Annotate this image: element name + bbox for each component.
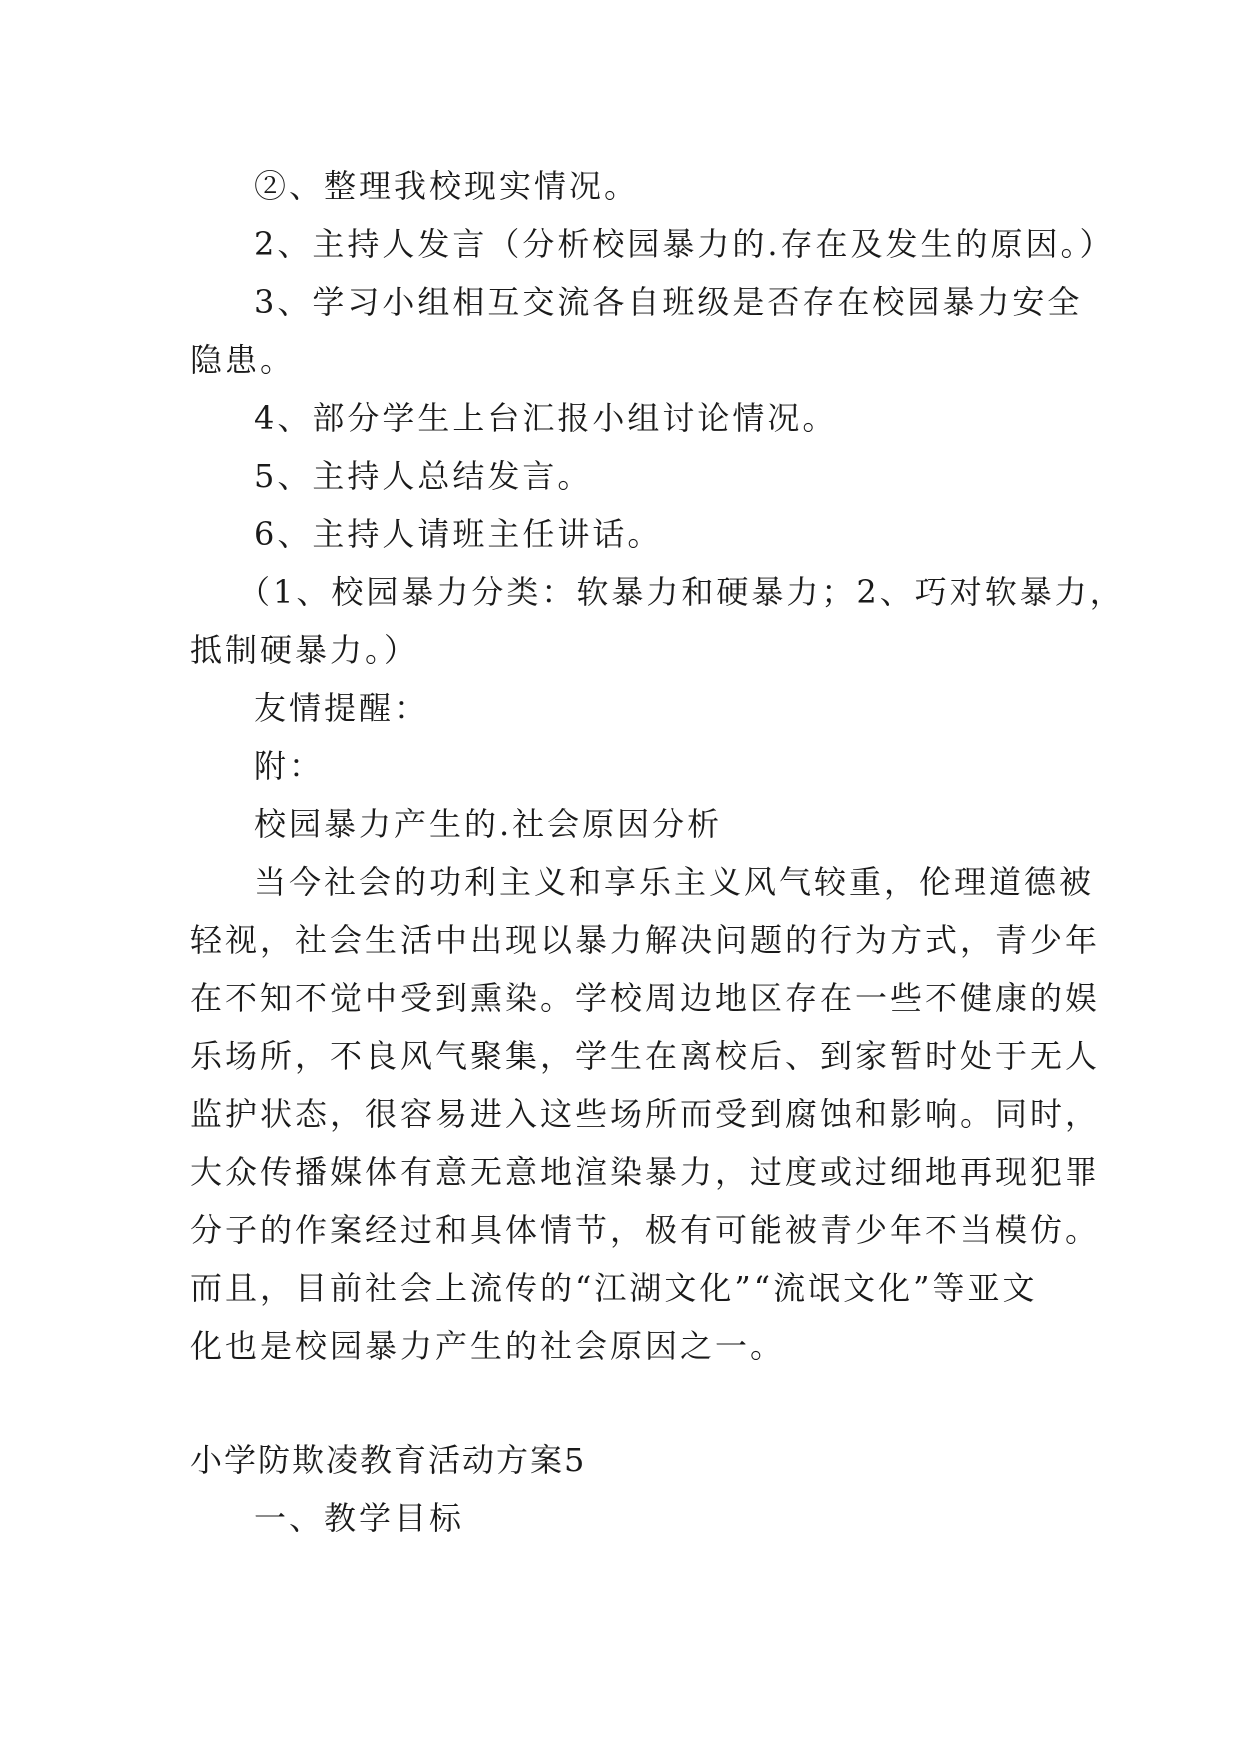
text-line: 5、主持人总结发言。 — [254, 457, 593, 495]
text-line: 附： — [254, 747, 325, 785]
section-heading: 校园暴力产生的.社会原因分析 — [254, 805, 723, 843]
text-line: 当今社会的功利主义和享乐主义风气较重，伦理道德被 — [254, 863, 1095, 901]
text-line: 分子的作案经过和具体情节，极有可能被青少年不当模仿。 — [190, 1211, 1101, 1249]
text-line: ②、整理我校现实情况。 — [254, 167, 640, 205]
text-line: 乐场所，不良风气聚集，学生在离校后、到家暂时处于无人 — [190, 1037, 1101, 1075]
text-line: 6、主持人请班主任讲话。 — [254, 515, 663, 553]
text-line: 2、主持人发言（分析校园暴力的.存在及发生的原因。） — [254, 225, 1115, 263]
text-line: （1、校园暴力分类：软暴力和硬暴力；2、巧对软暴力， — [238, 573, 1125, 611]
text-line: 在不知不觉中受到熏染。学校周边地区存在一些不健康的娱 — [190, 979, 1101, 1017]
text-line: 隐患。 — [190, 341, 296, 379]
text-line: 3、学习小组相互交流各自班级是否存在校园暴力安全 — [254, 283, 1083, 321]
text-line: 友情提醒： — [254, 689, 430, 727]
section-heading: 一、教学目标 — [254, 1499, 465, 1537]
text-line: 化也是校园暴力产生的社会原因之一。 — [190, 1327, 786, 1365]
text-line: 监护状态，很容易进入这些场所而受到腐蚀和影响。同时， — [190, 1095, 1101, 1133]
document-title: 小学防欺凌教育活动方案5 — [190, 1441, 587, 1479]
text-line: 抵制硬暴力。） — [190, 631, 420, 669]
text-line: 而且，目前社会上流传的“江湖文化”“流氓文化”等亚文 — [190, 1269, 1038, 1307]
text-line: 轻视，社会生活中出现以暴力解决问题的行为方式，青少年 — [190, 921, 1101, 959]
text-line: 大众传播媒体有意无意地渲染暴力，过度或过细地再现犯罪 — [190, 1153, 1101, 1191]
text-line: 4、部分学生上台汇报小组讨论情况。 — [254, 399, 838, 437]
